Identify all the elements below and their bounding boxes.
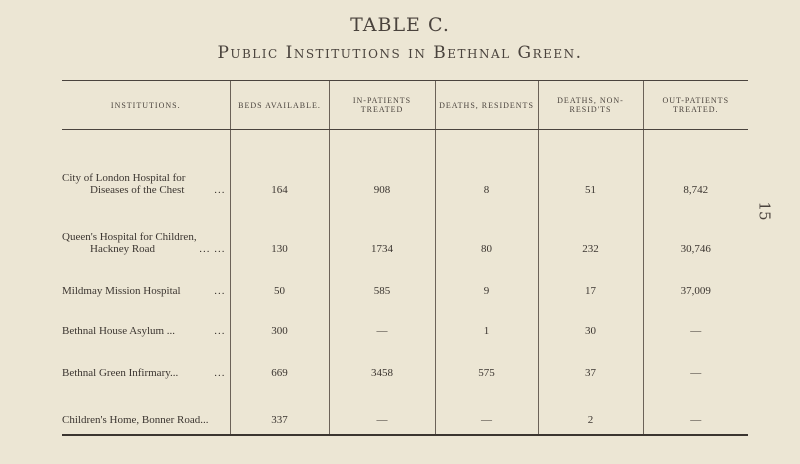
institution-name <box>62 367 226 379</box>
beds-cell: 669 <box>230 341 329 383</box>
deaths-non-residents-cell: 30 <box>538 301 643 341</box>
table-row <box>62 259 748 301</box>
leader-dots: ... <box>214 284 226 297</box>
in-patients-cell: — <box>329 383 435 435</box>
deaths-residents-cell: 575 <box>435 341 538 383</box>
institution-name-line2-text: Diseases of the Chest <box>90 183 185 196</box>
deaths-residents-cell: 1 <box>435 301 538 341</box>
deaths-non-residents-cell: 37 <box>538 341 643 383</box>
institution-name-line1: City of London Hospital for <box>62 171 186 184</box>
institution-name-cell <box>62 383 230 435</box>
beds-cell: 337 <box>230 383 329 435</box>
in-patients-cell: 585 <box>329 259 435 301</box>
in-patients-cell: 908 <box>329 130 435 200</box>
deaths-non-residents-cell: 17 <box>538 259 643 301</box>
institution-name-cell <box>62 130 230 200</box>
page-number: 15 <box>755 201 774 221</box>
table-title: TABLE C. <box>350 14 450 36</box>
out-patients-cell: — <box>643 301 748 341</box>
institution-name-line2-text: Hackney Road <box>90 242 156 255</box>
leader-dots: ... ... <box>199 242 226 255</box>
deaths-non-residents-cell: 2 <box>538 383 643 435</box>
column-header-out-patients-treated: OUT-PATIENTS TREATED. <box>643 81 748 130</box>
beds-cell: 50 <box>230 259 329 301</box>
beds-cell: 130 <box>230 200 329 259</box>
deaths-non-residents-cell: 51 <box>538 130 643 200</box>
out-patients-cell: 37,009 <box>643 259 748 301</box>
institution-name-line2 <box>62 243 226 255</box>
deaths-residents-cell: 8 <box>435 130 538 200</box>
deaths-non-residents-cell: 232 <box>538 200 643 259</box>
column-header-in-patients-treated: IN-PATIENTS TREATED <box>329 81 435 130</box>
institution-name-line2 <box>62 184 226 196</box>
beds-cell: 164 <box>230 130 329 200</box>
table-row <box>62 130 748 200</box>
institution-name-cell <box>62 341 230 383</box>
institution-name-cell <box>62 200 230 259</box>
institution-name <box>62 414 226 426</box>
institution-name-text: Bethnal House Asylum ... <box>62 324 176 337</box>
column-header-deaths-residents: DEATHS, RESIDENTS <box>435 81 538 130</box>
institutions-table <box>62 80 748 436</box>
institution-name-cell <box>62 301 230 341</box>
in-patients-cell: 3458 <box>329 341 435 383</box>
table-row <box>62 200 748 259</box>
institution-name-text: Bethnal Green Infirmary... <box>62 366 179 379</box>
institution-name-cell <box>62 259 230 301</box>
column-header-deaths-non-residents: DEATHS, NON-RESID'TS <box>538 81 643 130</box>
out-patients-cell: — <box>643 341 748 383</box>
column-header-beds-available: BEDS AVAILABLE. <box>230 81 329 130</box>
leader-dots: ... <box>214 183 226 196</box>
in-patients-cell: — <box>329 301 435 341</box>
institution-name <box>62 325 226 337</box>
in-patients-cell: 1734 <box>329 200 435 259</box>
out-patients-cell: — <box>643 383 748 435</box>
leader-dots: ... <box>214 366 226 379</box>
table-subtitle: Public Institutions in Bethnal Green. <box>217 43 583 63</box>
deaths-residents-cell: — <box>435 383 538 435</box>
out-patients-cell: 8,742 <box>643 130 748 200</box>
deaths-residents-cell: 80 <box>435 200 538 259</box>
column-header-institutions: INSTITUTIONS. <box>62 81 230 130</box>
deaths-residents-cell: 9 <box>435 259 538 301</box>
table-row <box>62 301 748 341</box>
table-row <box>62 383 748 435</box>
beds-cell: 300 <box>230 301 329 341</box>
leader-dots: ... <box>214 324 226 337</box>
institution-name-text: Mildmay Mission Hospital <box>62 284 181 297</box>
institution-name-line1: Queen's Hospital for Children, <box>62 230 197 243</box>
table-row <box>62 341 748 383</box>
institution-name-text: Children's Home, Bonner Road... <box>62 413 209 426</box>
table-header-row <box>62 81 748 130</box>
institution-name <box>62 285 226 297</box>
out-patients-cell: 30,746 <box>643 200 748 259</box>
